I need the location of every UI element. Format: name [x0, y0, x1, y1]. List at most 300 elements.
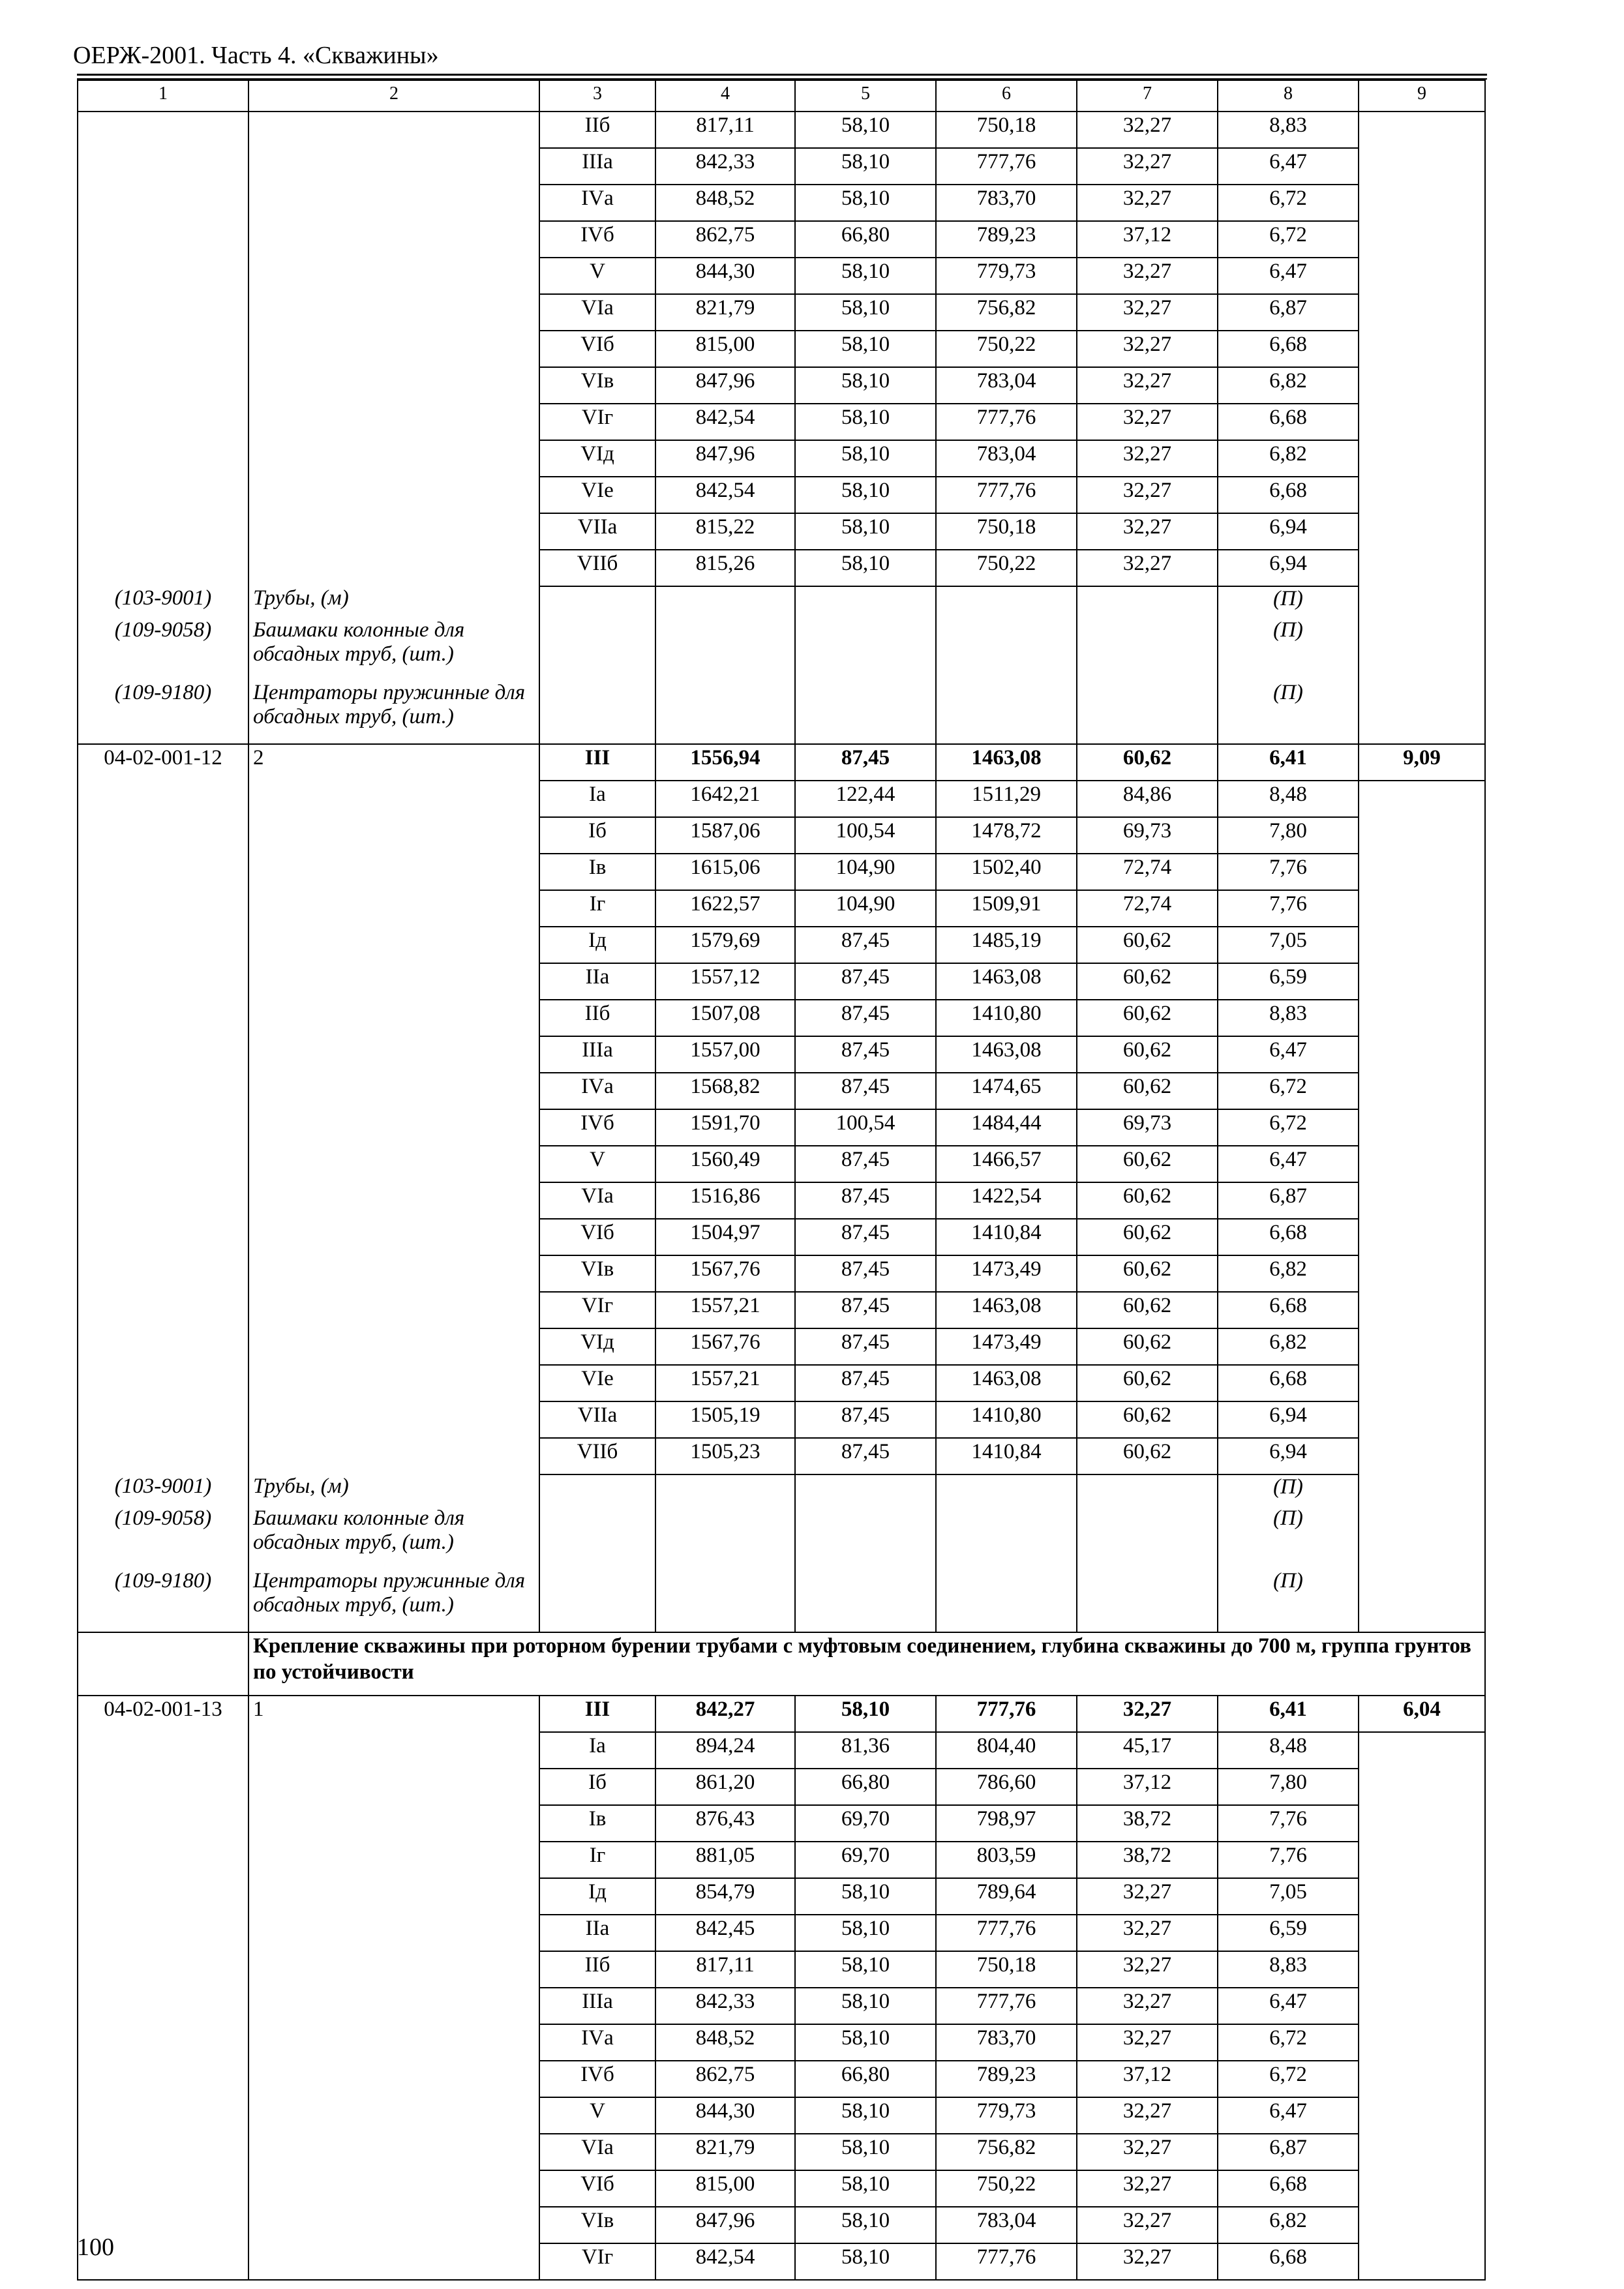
value-cell: 7,80	[1218, 817, 1359, 854]
empty-cell	[1359, 586, 1485, 618]
empty-cell	[78, 927, 248, 963]
value-cell: 72,74	[1077, 890, 1218, 927]
value-cell: 821,79	[655, 294, 795, 331]
empty-cell	[795, 1569, 936, 1632]
value-cell: 87,45	[795, 1438, 936, 1474]
value-cell: 32,27	[1077, 148, 1218, 185]
soil-group: VIв	[539, 1255, 655, 1292]
value-cell: 750,22	[936, 331, 1077, 367]
value-cell: 779,73	[936, 2097, 1077, 2134]
resource-name: Трубы, (м)	[248, 1474, 539, 1506]
value-cell: 6,59	[1218, 963, 1359, 1000]
value-cell: 58,10	[795, 1878, 936, 1915]
empty-cell	[78, 1988, 248, 2024]
empty-cell	[248, 890, 539, 927]
empty-cell	[539, 618, 655, 681]
rate-row	[78, 404, 1485, 440]
value-cell: 69,73	[1077, 1109, 1218, 1146]
soil-group: IIIа	[539, 148, 655, 185]
rate-row	[78, 744, 1485, 781]
empty-cell	[1359, 1506, 1485, 1569]
value-cell: 60,62	[1077, 927, 1218, 963]
empty-cell	[78, 1036, 248, 1073]
soil-group: III	[539, 1696, 655, 1732]
rate-row	[78, 1732, 1485, 1769]
empty-cell	[248, 1988, 539, 2024]
empty-cell	[655, 586, 795, 618]
value-cell: 60,62	[1077, 1365, 1218, 1401]
value-cell: 786,60	[936, 1769, 1077, 1805]
empty-cell	[248, 1732, 539, 1769]
empty-cell	[655, 1506, 795, 1569]
value-cell: 815,26	[655, 550, 795, 586]
value-cell: 58,10	[795, 2134, 936, 2170]
empty-cell	[248, 1146, 539, 1182]
value-cell: 60,62	[1077, 1438, 1218, 1474]
value-cell: 87,45	[795, 1219, 936, 1255]
soil-group: VIб	[539, 1219, 655, 1255]
empty-cell	[248, 1878, 539, 1915]
empty-cell	[78, 440, 248, 477]
value-cell: 844,30	[655, 2097, 795, 2134]
rate-row	[78, 258, 1485, 294]
empty-cell	[1359, 1219, 1485, 1255]
empty-cell	[248, 148, 539, 185]
soil-group: IVб	[539, 221, 655, 258]
soil-group: Iд	[539, 927, 655, 963]
resource-row	[78, 1506, 1485, 1569]
rate-row	[78, 1073, 1485, 1109]
value-cell: 37,12	[1077, 221, 1218, 258]
header-rule	[77, 74, 1487, 76]
value-cell: 60,62	[1077, 1255, 1218, 1292]
empty-cell	[78, 1842, 248, 1878]
resource-code: (103-9001)	[78, 586, 248, 618]
value-cell: 87,45	[795, 1365, 936, 1401]
value-cell: 779,73	[936, 258, 1077, 294]
empty-cell	[78, 1073, 248, 1109]
empty-cell	[248, 404, 539, 440]
value-cell: 6,72	[1218, 1109, 1359, 1146]
soil-group: IVа	[539, 2024, 655, 2061]
value-cell: 87,45	[795, 1255, 936, 1292]
value-cell: 60,62	[1077, 1401, 1218, 1438]
rate-row	[78, 2061, 1485, 2097]
rate-row	[78, 1182, 1485, 1219]
empty-cell	[936, 618, 1077, 681]
value-cell: 1504,97	[655, 1219, 795, 1255]
empty-cell	[1359, 618, 1485, 681]
value-cell: 6,47	[1218, 2097, 1359, 2134]
empty-cell	[1359, 1073, 1485, 1109]
value-cell: 6,72	[1218, 1073, 1359, 1109]
empty-cell	[1359, 963, 1485, 1000]
empty-cell	[795, 1474, 936, 1506]
value-cell: 32,27	[1077, 2170, 1218, 2207]
soil-group: Iа	[539, 781, 655, 817]
value-cell: 777,76	[936, 1915, 1077, 1951]
value-cell: 1511,29	[936, 781, 1077, 817]
empty-cell	[248, 781, 539, 817]
soil-group: V	[539, 258, 655, 294]
soil-group: VIа	[539, 1182, 655, 1219]
value-cell: 1484,44	[936, 1109, 1077, 1146]
value-cell: 60,62	[1077, 744, 1218, 781]
rate-row	[78, 2024, 1485, 2061]
value-cell: 87,45	[795, 1146, 936, 1182]
rate-parameter: 1	[248, 1696, 539, 1732]
value-cell: 60,62	[1077, 1219, 1218, 1255]
value-cell: 842,45	[655, 1915, 795, 1951]
value-cell: 87,45	[795, 963, 936, 1000]
value-cell: 804,40	[936, 1732, 1077, 1769]
rate-row	[78, 148, 1485, 185]
value-cell: 58,10	[795, 513, 936, 550]
soil-group: IVа	[539, 185, 655, 221]
rate-row	[78, 294, 1485, 331]
value-cell: 6,72	[1218, 185, 1359, 221]
value-cell: 6,94	[1218, 1401, 1359, 1438]
rate-row	[78, 1036, 1485, 1073]
value-cell: 87,45	[795, 1328, 936, 1365]
value-cell: 6,72	[1218, 221, 1359, 258]
empty-cell	[248, 2207, 539, 2243]
resource-unit: (П)	[1218, 1569, 1359, 1632]
empty-cell	[1359, 1292, 1485, 1328]
value-cell: 6,47	[1218, 258, 1359, 294]
value-cell: 1557,21	[655, 1292, 795, 1328]
rate-row	[78, 1146, 1485, 1182]
empty-cell	[1359, 890, 1485, 927]
value-cell: 6,87	[1218, 2134, 1359, 2170]
value-cell: 1615,06	[655, 854, 795, 890]
empty-cell	[248, 2134, 539, 2170]
value-cell: 854,79	[655, 1878, 795, 1915]
empty-cell	[1359, 1569, 1485, 1632]
value-cell: 87,45	[795, 1000, 936, 1036]
empty-cell	[1359, 1805, 1485, 1842]
rate-row	[78, 2243, 1485, 2280]
value-cell: 58,10	[795, 2243, 936, 2280]
rate-row	[78, 2134, 1485, 2170]
empty-cell	[248, 817, 539, 854]
soil-group: IIа	[539, 963, 655, 1000]
rate-row	[78, 367, 1485, 404]
empty-cell	[1359, 1474, 1485, 1506]
empty-cell	[1359, 1401, 1485, 1438]
empty-cell	[78, 1632, 248, 1696]
empty-cell	[1359, 1365, 1485, 1401]
empty-cell	[78, 1365, 248, 1401]
rate-row	[78, 440, 1485, 477]
value-cell: 777,76	[936, 404, 1077, 440]
soil-group: VIб	[539, 2170, 655, 2207]
value-cell: 1505,19	[655, 1401, 795, 1438]
soil-group: IVб	[539, 2061, 655, 2097]
empty-cell	[936, 681, 1077, 744]
value-cell: 6,94	[1218, 1438, 1359, 1474]
value-cell: 32,27	[1077, 440, 1218, 477]
value-cell: 783,04	[936, 440, 1077, 477]
empty-cell	[1077, 618, 1218, 681]
column-number: 6	[936, 80, 1077, 112]
empty-cell	[78, 963, 248, 1000]
empty-cell	[78, 148, 248, 185]
value-cell: 777,76	[936, 148, 1077, 185]
empty-cell	[78, 1805, 248, 1842]
empty-cell	[248, 2170, 539, 2207]
value-cell: 58,10	[795, 294, 936, 331]
empty-cell	[248, 258, 539, 294]
value-cell: 6,68	[1218, 1292, 1359, 1328]
empty-cell	[248, 1769, 539, 1805]
resource-name: Башмаки колонные для обсадных труб, (шт.)	[248, 618, 539, 681]
value-cell: 58,10	[795, 440, 936, 477]
empty-cell	[248, 1805, 539, 1842]
soil-group: VIIа	[539, 1401, 655, 1438]
soil-group: VIг	[539, 404, 655, 440]
resource-unit: (П)	[1218, 1506, 1359, 1569]
rate-row	[78, 477, 1485, 513]
soil-group: Iг	[539, 1842, 655, 1878]
value-cell: 58,10	[795, 148, 936, 185]
value-cell: 862,75	[655, 221, 795, 258]
resource-code: (109-9180)	[78, 681, 248, 744]
empty-cell	[78, 513, 248, 550]
soil-group: VIIа	[539, 513, 655, 550]
column-number-row	[78, 80, 1485, 112]
empty-cell	[78, 1438, 248, 1474]
resource-row	[78, 586, 1485, 618]
soil-group: VIг	[539, 2243, 655, 2280]
empty-cell	[248, 185, 539, 221]
empty-cell	[78, 2170, 248, 2207]
value-cell: 783,04	[936, 2207, 1077, 2243]
value-cell: 38,72	[1077, 1842, 1218, 1878]
value-cell: 815,00	[655, 2170, 795, 2207]
value-cell: 8,83	[1218, 1951, 1359, 1988]
value-cell: 848,52	[655, 185, 795, 221]
value-cell: 1473,49	[936, 1255, 1077, 1292]
empty-cell	[1077, 681, 1218, 744]
empty-cell	[1359, 185, 1485, 221]
value-cell: 847,96	[655, 2207, 795, 2243]
soil-group: VIIб	[539, 550, 655, 586]
value-cell: 87,45	[795, 744, 936, 781]
value-cell: 58,10	[795, 258, 936, 294]
value-cell: 1567,76	[655, 1328, 795, 1365]
soil-group: IIб	[539, 1951, 655, 1988]
rate-row	[78, 854, 1485, 890]
rate-row	[78, 1292, 1485, 1328]
value-cell: 32,27	[1077, 258, 1218, 294]
resource-row	[78, 618, 1485, 681]
resource-row	[78, 1474, 1485, 1506]
soil-group: VIг	[539, 1292, 655, 1328]
soil-group: VIа	[539, 294, 655, 331]
empty-cell	[1359, 1915, 1485, 1951]
empty-cell	[78, 1401, 248, 1438]
rate-row	[78, 221, 1485, 258]
value-cell: 8,48	[1218, 781, 1359, 817]
empty-cell	[1359, 781, 1485, 817]
empty-cell	[78, 817, 248, 854]
value-cell: 87,45	[795, 1036, 936, 1073]
soil-group: VIд	[539, 1328, 655, 1365]
value-cell: 1560,49	[655, 1146, 795, 1182]
empty-cell	[78, 1219, 248, 1255]
value-cell: 1557,12	[655, 963, 795, 1000]
value-cell: 100,54	[795, 817, 936, 854]
empty-cell	[1359, 221, 1485, 258]
value-cell: 798,97	[936, 1805, 1077, 1842]
empty-cell	[78, 2134, 248, 2170]
value-cell: 6,47	[1218, 1146, 1359, 1182]
value-cell: 1474,65	[936, 1073, 1077, 1109]
value-cell: 750,18	[936, 1951, 1077, 1988]
value-cell: 32,27	[1077, 2207, 1218, 2243]
empty-cell	[248, 2061, 539, 2097]
value-cell: 32,27	[1077, 2134, 1218, 2170]
value-cell: 842,27	[655, 1696, 795, 1732]
rate-row	[78, 1769, 1485, 1805]
empty-cell	[655, 618, 795, 681]
resource-code: (109-9058)	[78, 618, 248, 681]
value-cell: 6,68	[1218, 2170, 1359, 2207]
empty-cell	[248, 1000, 539, 1036]
value-cell: 32,27	[1077, 1915, 1218, 1951]
empty-cell	[655, 1569, 795, 1632]
column-number: 2	[248, 80, 539, 112]
value-cell: 58,10	[795, 112, 936, 148]
empty-cell	[248, 513, 539, 550]
value-cell: 783,70	[936, 2024, 1077, 2061]
soil-group: VIд	[539, 440, 655, 477]
soil-group: VIа	[539, 2134, 655, 2170]
value-cell: 38,72	[1077, 1805, 1218, 1842]
value-cell: 6,72	[1218, 2024, 1359, 2061]
value-cell: 1463,08	[936, 963, 1077, 1000]
empty-cell	[1359, 2170, 1485, 2207]
value-cell: 842,33	[655, 148, 795, 185]
column-number: 1	[78, 80, 248, 112]
value-cell: 1502,40	[936, 854, 1077, 890]
soil-group: V	[539, 2097, 655, 2134]
empty-cell	[1359, 294, 1485, 331]
value-cell: 60,62	[1077, 1146, 1218, 1182]
empty-cell	[1359, 1255, 1485, 1292]
rate-row	[78, 112, 1485, 148]
empty-cell	[78, 2024, 248, 2061]
value-cell: 6,82	[1218, 440, 1359, 477]
column-number: 9	[1359, 80, 1485, 112]
value-cell: 1568,82	[655, 1073, 795, 1109]
empty-cell	[1359, 1036, 1485, 1073]
rate-row	[78, 1696, 1485, 1732]
value-cell: 1557,21	[655, 1365, 795, 1401]
empty-cell	[795, 681, 936, 744]
value-cell: 32,27	[1077, 294, 1218, 331]
value-cell: 1466,57	[936, 1146, 1077, 1182]
rate-row	[78, 2097, 1485, 2134]
value-cell: 58,10	[795, 2097, 936, 2134]
empty-cell	[78, 112, 248, 148]
value-cell: 750,22	[936, 2170, 1077, 2207]
value-cell: 32,27	[1077, 477, 1218, 513]
empty-cell	[1077, 1569, 1218, 1632]
soil-group: VIIб	[539, 1438, 655, 1474]
resource-name: Трубы, (м)	[248, 586, 539, 618]
empty-cell	[1359, 1878, 1485, 1915]
empty-cell	[78, 1769, 248, 1805]
rate-row	[78, 1109, 1485, 1146]
value-cell: 1642,21	[655, 781, 795, 817]
rate-row	[78, 817, 1485, 854]
empty-cell	[655, 681, 795, 744]
empty-cell	[78, 1109, 248, 1146]
empty-cell	[539, 586, 655, 618]
empty-cell	[78, 367, 248, 404]
column-number: 8	[1218, 80, 1359, 112]
value-cell: 783,04	[936, 367, 1077, 404]
empty-cell	[1077, 1506, 1218, 1569]
value-cell: 8,83	[1218, 1000, 1359, 1036]
empty-cell	[1359, 2243, 1485, 2280]
value-cell: 842,33	[655, 1988, 795, 2024]
empty-cell	[78, 2061, 248, 2097]
empty-cell	[78, 294, 248, 331]
empty-cell	[1359, 927, 1485, 963]
value-cell: 6,47	[1218, 148, 1359, 185]
rate-row	[78, 1951, 1485, 1988]
value-cell: 104,90	[795, 890, 936, 927]
value-cell: 817,11	[655, 112, 795, 148]
value-cell: 1557,00	[655, 1036, 795, 1073]
soil-group: VIе	[539, 1365, 655, 1401]
empty-cell	[248, 1292, 539, 1328]
soil-group: VIе	[539, 477, 655, 513]
resource-row	[78, 1569, 1485, 1632]
value-cell: 32,27	[1077, 331, 1218, 367]
empty-cell	[1359, 367, 1485, 404]
rate-row	[78, 1805, 1485, 1842]
value-cell: 60,62	[1077, 1292, 1218, 1328]
value-cell: 32,27	[1077, 185, 1218, 221]
empty-cell	[795, 586, 936, 618]
value-cell: 1622,57	[655, 890, 795, 927]
empty-cell	[1359, 258, 1485, 294]
soil-group: Iв	[539, 1805, 655, 1842]
empty-cell	[1359, 1732, 1485, 1769]
value-cell: 1505,23	[655, 1438, 795, 1474]
value-cell: 7,76	[1218, 854, 1359, 890]
empty-cell	[248, 112, 539, 148]
rate-row	[78, 781, 1485, 817]
rate-row	[78, 1219, 1485, 1255]
resource-unit: (П)	[1218, 1474, 1359, 1506]
empty-cell	[248, 1401, 539, 1438]
value-cell: 750,22	[936, 550, 1077, 586]
value-cell: 6,41	[1218, 1696, 1359, 1732]
soil-group: IIIа	[539, 1988, 655, 2024]
value-cell: 58,10	[795, 2207, 936, 2243]
value-cell: 842,54	[655, 477, 795, 513]
value-cell: 6,94	[1218, 513, 1359, 550]
resource-code: (109-9058)	[78, 1506, 248, 1569]
value-cell: 789,23	[936, 221, 1077, 258]
value-cell: 32,27	[1077, 2024, 1218, 2061]
empty-cell	[1359, 2024, 1485, 2061]
